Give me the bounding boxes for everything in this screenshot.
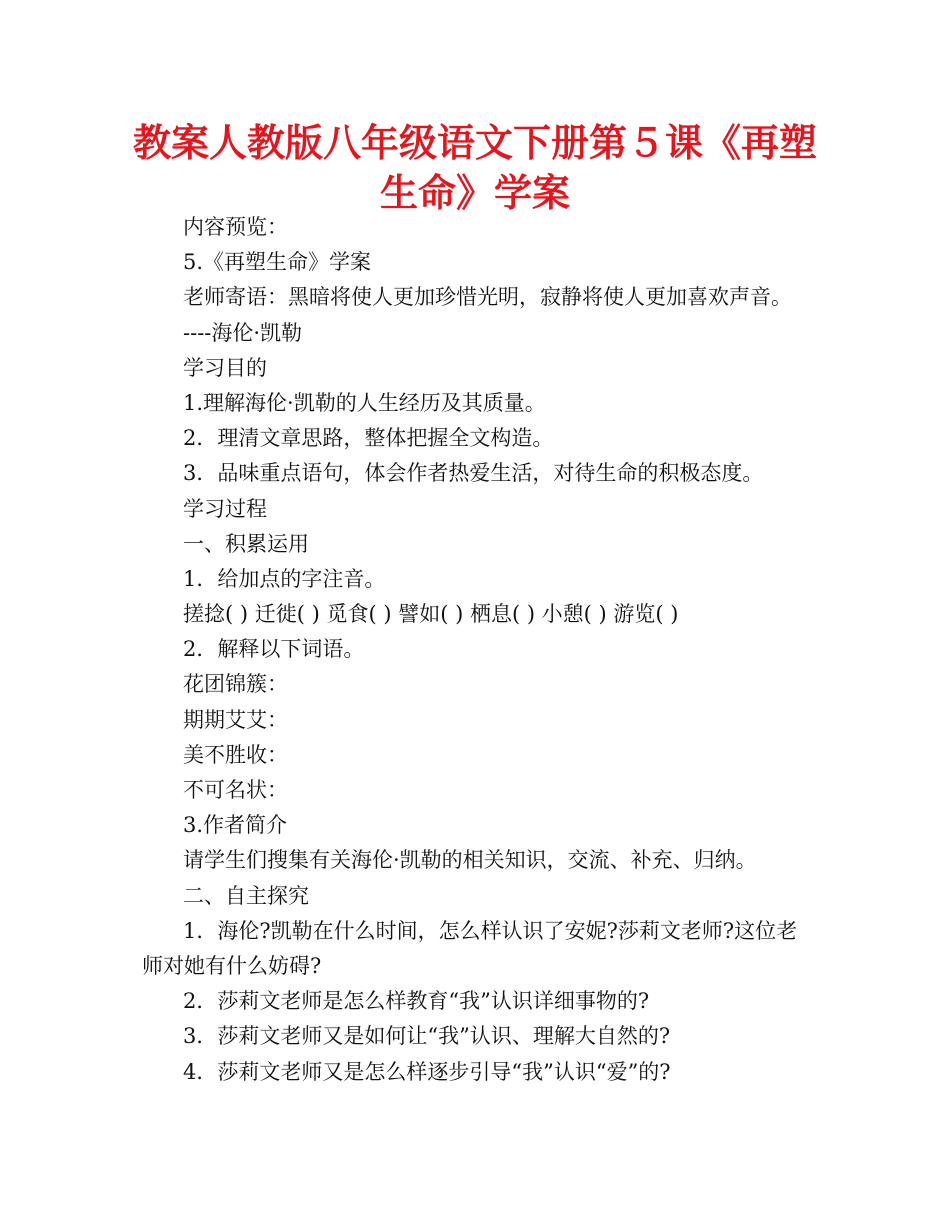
text-line: ----海伦·凯勒 [183,320,303,345]
text-line: 不可名状： [183,778,288,802]
text-line: 2．解释以下词语。 [183,637,365,662]
text-line: 1．给加点的字注音。 [183,566,386,591]
text-line: 请学生们搜集有关海伦·凯勒的相关知识，交流、补充、归纳。 [183,848,757,873]
text-line: 5.《再塑生命》学案 [183,250,372,275]
text-line: 花团锦簇： [183,672,288,697]
section-heading: 二、自主探究 [183,883,309,908]
question-paragraph: 1．海伦?凯勒在什么时间，怎么样认识了安妮?莎莉文老师?这位老师对她有什么妨碍? [142,918,798,978]
section-heading: 一、积累运用 [183,531,309,556]
document-body [142,210,822,1090]
text-line: 3.作者简介 [183,813,288,838]
text-line: 搓捻( ) 迁徙( ) 觅食( ) 譬如( ) 栖息( ) 小憩( ) 游览( ) [183,602,679,627]
text-line: 美不胜收： [183,742,288,767]
question-line: 2．莎莉文老师是怎么样教育“我”认识详细事物的? [183,989,650,1014]
text-line: 期期艾艾： [183,707,288,732]
text-line: 内容预览： [183,215,288,239]
question-line: 3．莎莉文老师又是如何让“我”认识、理解大自然的? [183,1024,671,1049]
section-heading: 学习过程 [183,496,267,521]
document-title: 教案人教版八年级语文下册第５课《再塑生命》学案 [132,121,817,215]
text-line: 老师寄语：黑暗将使人更加珍惜光明，寂静将使人更加喜欢声音。 [183,285,792,310]
text-line: 1.理解海伦·凯勒的人生经历及其质量。 [183,390,546,415]
text-line: 3．品味重点语句，体会作者热爱生活，对待生命的积极态度。 [183,461,764,486]
question-line: 4．莎莉文老师又是怎么样逐步引导“我”认识“爱”的? [183,1059,671,1084]
section-heading: 学习目的 [183,355,267,380]
text-line: 2．理清文章思路，整体把握全文构造。 [183,426,554,451]
